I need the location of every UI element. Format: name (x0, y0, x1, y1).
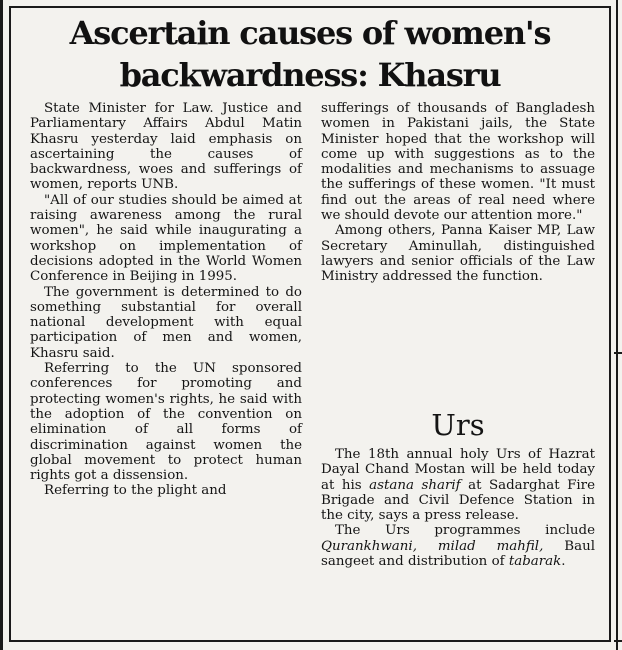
article-column-left (30, 101, 302, 499)
text: Baul sangeet and distribution of (321, 538, 595, 570)
italic-term: Qurankhwani, milad mahfil, (321, 538, 544, 554)
paragraph: Referring to the plight and (44, 483, 227, 499)
paragraph: "All of our studies should be aimed at raising awareness among the rural women", he said while inaugurating a workshop on implementation of decisions adopted in the World Women Conference in Beijing in 1995. (30, 192, 302, 285)
paragraph (321, 447, 595, 523)
column-rule-left (0, 0, 3, 650)
paragraph: Referring to the UN sponsored conferences for promoting and protecting women's rights, he said with the adoption of the convention on elimination of all forms of discrimination against women the global movement to protect human rights got a dissension. (30, 361, 302, 484)
paragraph: State Minister for Law. Justice and Parliamentary Affairs Abdul Matin Khasru yesterday laid emphasis on ascertaining the causes of backwardness, woes and sufferings of women, reports UNB. (30, 101, 302, 193)
text: The 18th annual holy Urs of Hazrat Dayal Chand Mostan will be held today at his (321, 447, 595, 493)
text: . (561, 554, 566, 570)
urs-article (321, 447, 595, 569)
rule-tick (614, 352, 622, 354)
paragraph: sufferings of thousands of Bangladesh women in Pakistani jails, the State Minister hoped that the workshop will come up with suggestions as to the modalities and mechanisms to assuage the sufferings of these women. "It must find out the areas of real need where we should devote our attention more." (321, 101, 595, 224)
text: The Urs programmes include (335, 523, 595, 539)
paragraph: The government is determined to do something substantial for overall national development with equal participation of men and women, Khasru said. (30, 284, 302, 361)
paragraph (321, 523, 595, 569)
italic-term: tabarak (508, 554, 562, 570)
column-rule-right (616, 0, 618, 650)
paragraph: Among others, Panna Kaiser MP, Law Secretary Aminullah, distinguished lawyers and senior officials of the Law Ministry addressed the function. (321, 223, 595, 285)
article-column-right (321, 101, 595, 285)
text: at Sadarghat Fire Brigade and Civil Defence Station in the city, says a press release. (321, 477, 596, 524)
headline: Ascertain causes of women's backwardness: Khasru (69, 14, 551, 94)
urs-title: Urs (431, 408, 485, 442)
rule-tick (614, 640, 622, 642)
italic-term: astana sharif (369, 477, 461, 493)
